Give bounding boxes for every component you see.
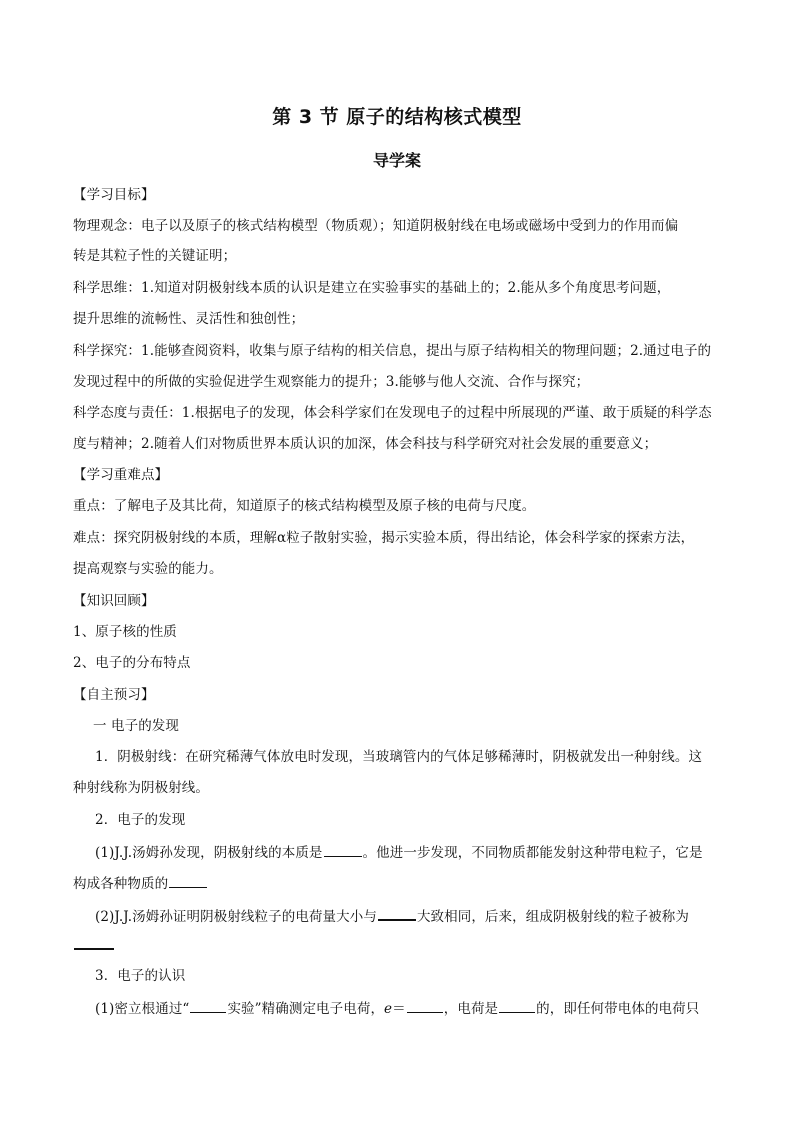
goal-physics-line-2: 转是其粒子性的关键证明； <box>73 248 237 264</box>
goal-attitude-line-1: 科学态度与责任：1.根据电子的发现，体会科学家们在发现电子的过程中所展现的严谨、敢于质疑的科学态 <box>73 405 712 421</box>
item3a-text-3: ＝ <box>392 1001 406 1017</box>
item1-line-1: 1．阴极射线：在研究稀薄气体放电时发现，当玻璃管内的气体足够稀薄时，阴极就发出一种射线。这 <box>95 749 703 765</box>
item2b-text-pre: (2)J.J.汤姆孙证明阴极射线粒子的电荷量大小与 <box>95 909 377 925</box>
goal-inquiry-line-2: 发现过程中的所做的实验促进学生观察能力的提升；3.能够与他人交流、合作与探究； <box>73 374 590 390</box>
item2a-text-pre: (1)J.J.汤姆孙发现，阴极射线的本质是 <box>95 845 323 861</box>
part-one-heading: 一 电子的发现 <box>93 718 179 734</box>
goal-inquiry-line-1: 科学探究：1.能够查阅资料，收集与原子结构的相关信息，提出与原子结构相关的物理问题；2.通过电子的 <box>73 343 712 359</box>
item3a-e-symbol: e <box>384 1001 393 1017</box>
key-point: 重点：了解电子及其比荷，知道原子的核式结构模型及原子核的电荷与尺度。 <box>73 498 536 514</box>
difficult-point-line-1: 难点：探究阴极射线的本质，理解α粒子散射实验，揭示实验本质，得出结论，体会科学家的探索方法， <box>73 530 695 546</box>
fill-blank[interactable] <box>378 905 416 921</box>
goal-thinking-line-2: 提升思维的流畅性、灵活性和独创性； <box>73 311 305 327</box>
item3a-text-1: (1)密立根通过“ <box>95 1001 190 1017</box>
page-title: 第 3 节 原子的结构核式模型 <box>272 106 522 128</box>
difficult-point-line-2: 提高观察与实验的能力。 <box>73 561 223 577</box>
preview-heading: 【自主预习】 <box>73 687 155 703</box>
item3a-line-1 <box>95 998 755 1018</box>
item3a-text-4: ，电荷是 <box>443 1001 499 1017</box>
fill-blank[interactable] <box>407 998 443 1013</box>
review-heading: 【知识回顾】 <box>73 593 155 609</box>
fill-blank[interactable] <box>74 934 114 950</box>
item3a-text-5: 的，即任何带电体的电荷只 <box>536 1001 700 1017</box>
item2a-text-post: 。他进一步发现，不同物质都能发射这种带电粒子，它是 <box>362 845 703 861</box>
fill-blank[interactable] <box>499 998 535 1013</box>
item2b-text-post: 大致相同，后来，组成阴极射线的粒子被称为 <box>416 909 689 925</box>
item3a-text-2: 实验”精确测定电子电荷， <box>227 1001 385 1017</box>
page-subtitle: 导学案 <box>372 151 421 170</box>
goal-attitude-line-2: 度与精神；2.随着人们对物质世界本质认识的加深，体会科技与科学研究对社会发展的重要意义； <box>73 436 658 452</box>
fill-blank[interactable] <box>190 998 226 1013</box>
key-heading: 【学习重难点】 <box>73 467 169 483</box>
item2b-line-2 <box>73 934 733 955</box>
item2a-line-1 <box>95 842 755 862</box>
goal-thinking-line-1: 科学思维：1.知道对阴极射线本质的认识是建立在实验事实的基础上的；2.能从多个角度思考问题， <box>73 280 671 296</box>
item2-heading: 2．电子的发现 <box>95 812 186 828</box>
fill-blank[interactable] <box>169 873 207 888</box>
item2a-line-2 <box>73 873 733 893</box>
item3-heading: 3．电子的认识 <box>95 968 186 984</box>
review-item-1: 1、原子核的性质 <box>73 624 177 640</box>
goal-physics-line-1: 物理观念：电子以及原子的核式结构模型（物质观）；知道阴极射线在电场或磁场中受到力的作用而偏 <box>73 218 679 234</box>
review-item-2: 2、电子的分布特点 <box>73 655 191 671</box>
goals-heading: 【学习目标】 <box>73 187 155 203</box>
item1-line-2: 种射线称为阴极射线。 <box>73 780 209 796</box>
fill-blank[interactable] <box>324 842 362 857</box>
item2a-text-2: 构成各种物质的 <box>73 876 169 892</box>
item2b-line-1 <box>95 905 755 926</box>
